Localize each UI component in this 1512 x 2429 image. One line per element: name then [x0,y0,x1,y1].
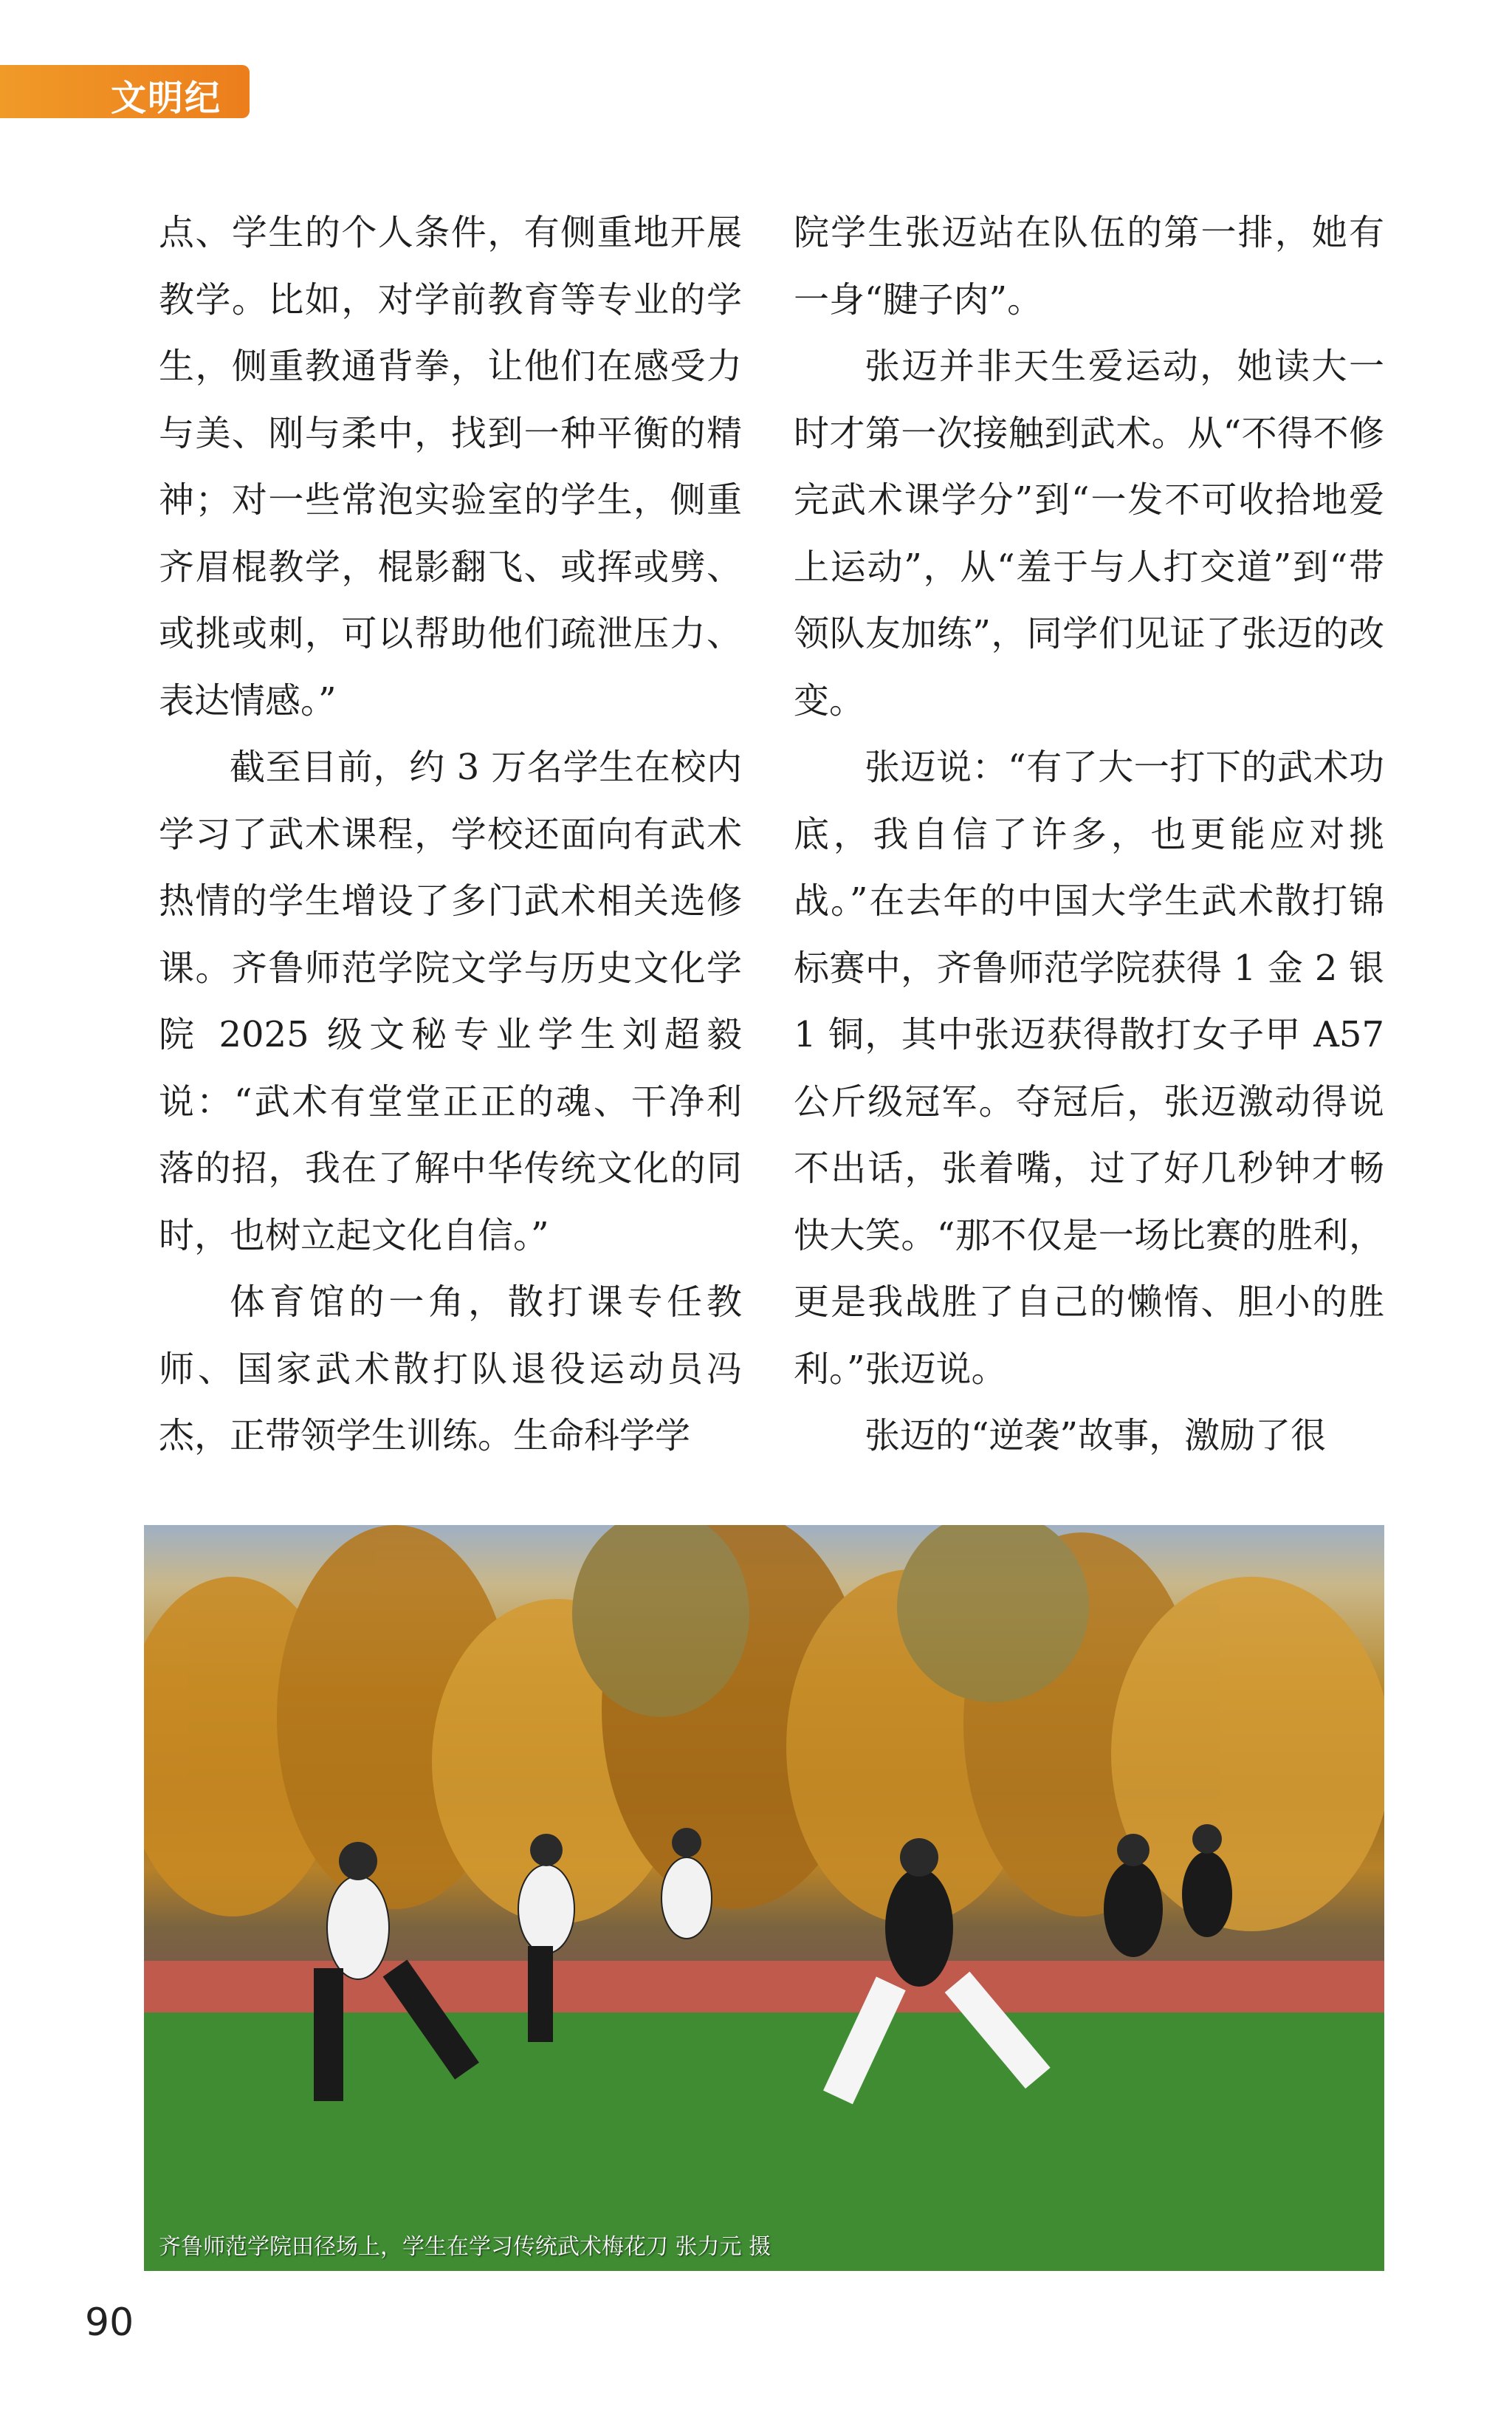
paragraph: 点、学生的个人条件，有侧重地开展教学。比如，对学前教育等专业的学生，侧重教通背拳，让他们在感受力与美、刚与柔中，找到一种平衡的精神；对一些常泡实验室的学生，侧重齐眉棍教学，棍影翻飞、或挥或劈、或挑或刺，可以帮助他们疏泄压力、表达情感。” [159,212,742,722]
paragraph: 院学生张迈站在队伍的第一排，她有一身“腱子肉”。 [794,212,1384,321]
paragraph: 体育馆的一角，散打课专任教师、国家武术散打队退役运动员冯杰，正带领学生训练。生命科学学 [159,1281,742,1456]
right-column [794,199,1384,1477]
paragraph: 张迈说：“有了大一打下的武术功底，我自信了许多，也更能应对挑战。”在去年的中国大学生武术散打锦标赛中，齐鲁师范学院获得 1 金 2 银 1 铜，其中张迈获得散打女子甲 A57 公斤级冠军。夺冠后，张迈激动得说不出话，张着嘴，过了好几秒钟才畅快大笑。“那不仅是一场比赛的胜利，更是我战胜了自己的懒惰、胆小的胜利。”张迈说。 [794,747,1384,1390]
paragraph: 张迈的“逆袭”故事，激励了很 [865,1415,1327,1456]
paragraph: 截至目前，约 3 万名学生在校内学习了武术课程，学校还面向有武术热情的学生增设了多门武术相关选修课。齐鲁师范学院文学与历史文化学院 2025 级文秘专业学生刘超毅说：“武术有堂堂正正的魂、干净利落的招，我在了解中华传统文化的同时，也树立起文化自信。” [159,747,742,1256]
paragraph: 张迈并非天生爱运动，她读大一时才第一次接触到武术。从“不得不修完武术课学分”到“一发不可收拾地爱上运动”，从“羞于与人打交道”到“带领队友加练”，同学们见证了张迈的改变。 [794,346,1384,722]
article-photo [144,1525,1384,2271]
section-tab [0,65,250,118]
section-label: 文明纪 [111,78,222,119]
photo-scene [144,1525,1384,2271]
page-number: 90 [85,2300,134,2345]
left-column [159,199,742,1477]
photo-caption: 齐鲁师范学院田径场上，学生在学习传统武术梅花刀 张力元 摄 [159,2234,772,2260]
